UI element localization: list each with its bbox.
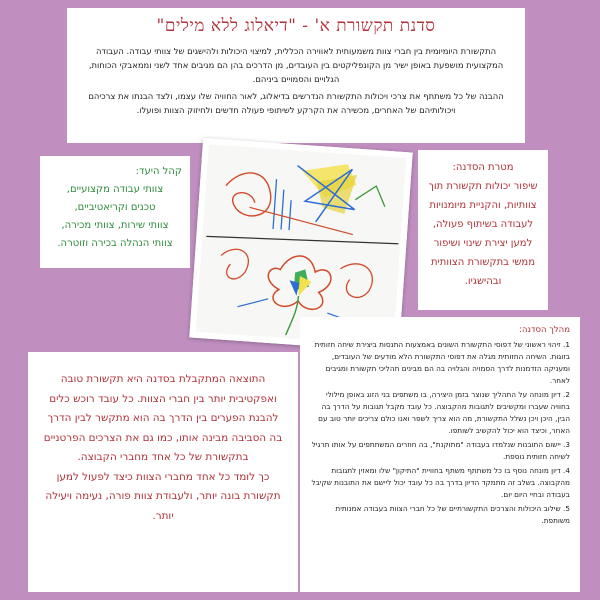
list-item: 4. דיון מונחה נוסף בו כל משתתף משתף בחוויית "התיקון" שלו ומאזין לתגובות מהקבוצה. בשלב זה מתמקד הדיון בדרך בה כל עובד יכול ליישם את התובנות שקיבל בעבודה ובחיי היום יום. [311, 466, 570, 499]
list-item: צוותי הנהלה בכירה וזוטרה. [57, 238, 173, 249]
list-item: 5. שילוב היכולות והצרכים התקשורתיים של כל חברי הצוות בעבודה אמנותית משותפת. [335, 504, 570, 525]
list-item: צוותי עבודה מקצועיים, [66, 184, 164, 195]
process-card [300, 317, 580, 592]
process-title: מהלך הסדנה: [519, 325, 570, 335]
audience-card [40, 156, 190, 268]
list-item: 1. זיהוי ראשוני של דפוסי התקשורת השונים באמצעות התנסות ביצירת שיחה חזותית בזוגות. השיחה החזותית מגלה את דפוסי התקשורת הלא מודעים של העובדים, ומעניקה הזדמנות לדרך הסמויה והגלויה בה הם מבינים תהליכי תקשורת ומגיבים לאחר. [314, 340, 570, 385]
drawing-image [196, 144, 407, 345]
process-list [310, 339, 570, 527]
page-title: סדנת תקשורת א' - "דיאלוג ללא מילים" [156, 16, 436, 36]
intro-paragraph-1: התקשורת היומיומית בין חברי צוות משמעותית לאווירה הכללית, למיצוי היכולות ולהישגים של צוותי עבודה. העבודה המקצועית מושפעת באופן ישיר מן הקונפליקטים בין העובדים, מן הדרכים בהן הם מגיבים אחד לשני וממאבקי הכוחות, הגלויים והסמויים ביניהם. [88, 46, 504, 84]
header-card [67, 8, 525, 143]
intro-paragraph-2: ההבנה של כל משתתף את צרכי ויכולות התקשורת הנדרשים בדיאלוג, לאור החוויה שלו עצמו, ולצד הבנתו את צרכיהם ויכולותיהם של האחרים, מכשירה את הקרקע לשיתופי פעולה חדשים ולחיזוק הצוות ופועלו. [88, 91, 504, 115]
goal-text: שיפור יכולות תקשורת תוך צוותיות, והקניית מיומנויות לעבודה בשיתוף פעולה, למען יצירת שינוי ושיפור ממשי בתקשורת הצוותית ובהישגיו. [428, 181, 538, 287]
outcome-paragraph-1: התוצאה המתקבלת בסדנה היא תקשורת טובה ואפקטיבית יותר בין חברי הצוות. כל עובד רוכש כלים להבנת הפערים בין הדרך בה הוא מתקשר לבין הדרך בה הסביבה מבינה אותו, כמו גם את הצרכים הפרטניים בתקשורת של כל אחד מחברי הקבוצה. [43, 373, 283, 463]
list-item: 3. יישום התובנות שנלמדו בעבודה "מתוקנת", בה חוזרים המשתתפים על אותו תרגיל לשיחה חזותית נוספת. [311, 440, 570, 461]
audience-list [48, 181, 182, 253]
audience-title: קהל היעד: [135, 166, 182, 177]
outcome-card [28, 352, 298, 592]
goal-title: מטרת הסדנה: [452, 162, 514, 173]
list-item: 2. דיון מונחה על התהליך שנוצר בזמן היצירה, בו משתפים בני הזוג באופן מילולי בחוויה שעברו ומקשיבים לתגובות מהקבוצה. כל עובד מקבל תגובות על הדרך בה הבין, היכן ויכן נשלל התקשורת, מה הוא צריך לשפר ואנו כולם צריכים יותר טוב עם האחר, וכיצד הוא יכול להקשיב לשותפו. [318, 390, 570, 435]
list-item: טכנים וקריאטיביים, [74, 202, 156, 213]
list-item: צוותי שירות, צוותי מכירה, [61, 220, 169, 231]
goal-card [418, 150, 548, 310]
outcome-paragraph-2: כך לומד כל אחד מחברי הצוות כיצד לפעול למען תקשורת בונה יותר, ולעבודת צוות פורה, נעימה ויעילה יותר. [45, 470, 281, 522]
